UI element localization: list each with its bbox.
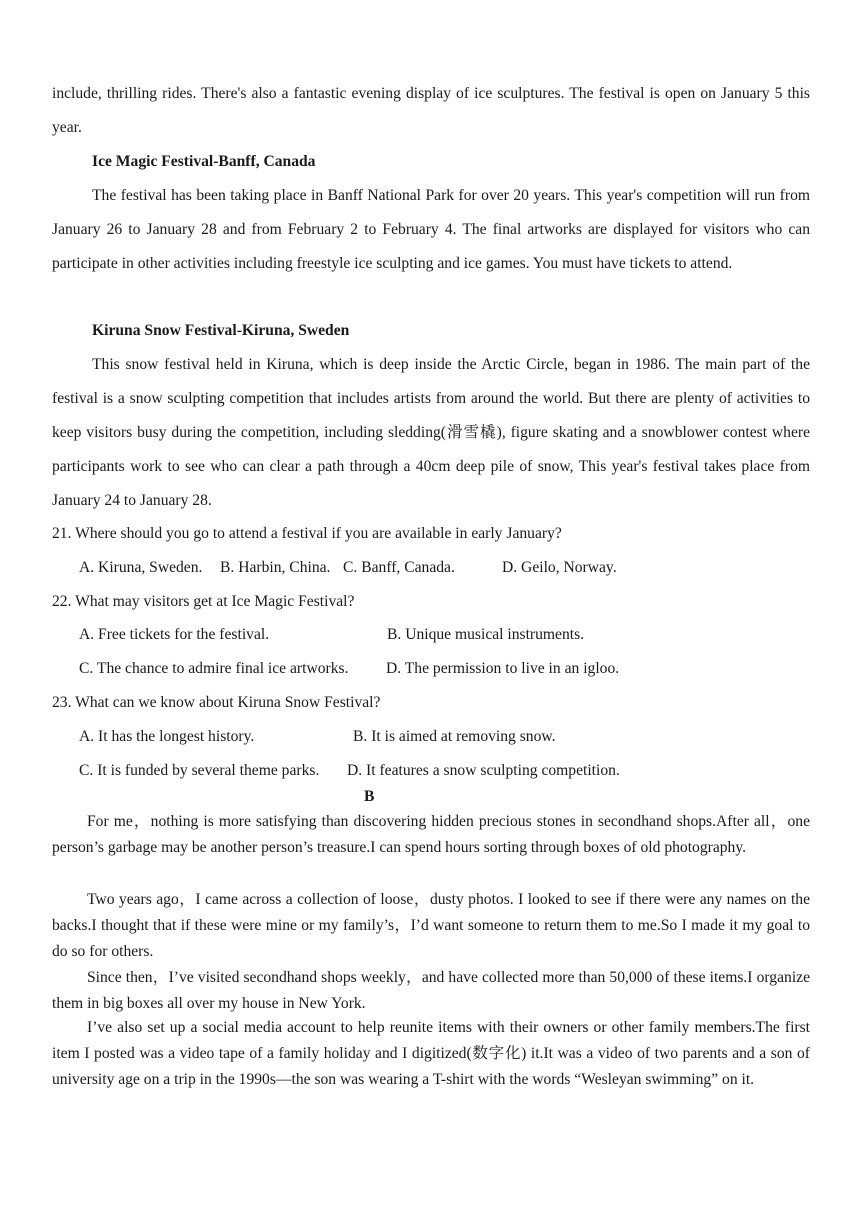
- option-22-c[interactable]: C. The chance to admire final ice artworks.: [79, 660, 349, 677]
- passage-b-paragraph-2: Two years ago，I came across a collection of loose，dusty photos. I looked to see if there were any names on the backs.I thought that if these were mine or my family’s，I’d want someone to return them to me.So I made it my goal to do so for others.: [52, 891, 810, 960]
- option-22-a[interactable]: A. Free tickets for the festival.: [79, 626, 270, 643]
- option-23-c[interactable]: C. It is funded by several theme parks.: [79, 762, 320, 779]
- option-23-d[interactable]: D. It features a snow sculpting competition.: [347, 762, 620, 779]
- banff-festival-paragraph: The festival has been taking place in Banff National Park for over 20 years. This year's competition will run from January 26 to January 28 and from February 2 to February 4. The final artworks are displayed for visitors who can participate in other activities including freestyle ice sculpting and ice games. You must have tickets to attend.: [52, 187, 810, 272]
- passage-b-paragraph-4: I’ve also set up a social media account to help reunite items with their owners or other family members.The first item I posted was a video tape of a family holiday and I digitized(数字化) it.It was a video of two parents and a son of university age on a trip in the 1990s—the son was wearing a T-shirt with the words “Wesleyan swimming” on it.: [52, 1019, 810, 1088]
- kiruna-festival-heading: Kiruna Snow Festival-Kiruna, Sweden: [92, 322, 350, 339]
- question-22-stem: 22. What may visitors get at Ice Magic Festival?: [52, 593, 355, 610]
- kiruna-festival-paragraph: This snow festival held in Kiruna, which is deep inside the Arctic Circle, began in 1986. The main part of the festival is a snow sculpting competition that includes artists from around the world. But there are plenty of activities to keep visitors busy during the competition, including sledding(滑雪橇), figure skating and a snowblower contest where participants work to see who can clear a path through a 40cm deep pile of snow, This year's festival takes place from January 24 to January 28.: [52, 356, 810, 509]
- option-21-c[interactable]: C. Banff, Canada.: [343, 559, 455, 576]
- question-22-options-row-2: [79, 652, 620, 686]
- option-21-b[interactable]: B. Harbin, China.: [220, 559, 331, 576]
- option-21-a[interactable]: A. Kiruna, Sweden.: [79, 559, 203, 576]
- question-23-options-row-2: [79, 754, 620, 788]
- option-21-d[interactable]: D. Geilo, Norway.: [502, 559, 617, 576]
- banff-festival-heading: Ice Magic Festival-Banff, Canada: [92, 153, 316, 170]
- passage-b-label: B: [364, 788, 375, 805]
- passage-b-paragraph-1: For me，nothing is more satisfying than discovering hidden precious stones in secondhand shops.After all，one person’s garbage may be another person’s treasure.I can spend hours sorting through boxes of old photography.: [52, 813, 810, 856]
- question-23-stem: 23. What can we know about Kiruna Snow Festival?: [52, 694, 381, 711]
- passage-b-paragraph-3: Since then，I’ve visited secondhand shops weekly，and have collected more than 50,000 of these items.I organize them in big boxes all over my house in New York.: [52, 969, 810, 1012]
- intro-paragraph-tail: include, thrilling rides. There's also a fantastic evening display of ice sculptures. The festival is open on January 5 this year.: [52, 85, 810, 136]
- question-23-options-row-1: [79, 720, 556, 754]
- option-23-b[interactable]: B. It is aimed at removing snow.: [353, 728, 556, 745]
- option-23-a[interactable]: A. It has the longest history.: [79, 728, 255, 745]
- option-22-b[interactable]: B. Unique musical instruments.: [387, 626, 585, 643]
- option-22-d[interactable]: D. The permission to live in an igloo.: [386, 660, 620, 677]
- question-21-options: [79, 551, 617, 585]
- question-22-options-row-1: [79, 618, 585, 652]
- question-21-stem: 21. Where should you go to attend a festival if you are available in early January?: [52, 525, 562, 542]
